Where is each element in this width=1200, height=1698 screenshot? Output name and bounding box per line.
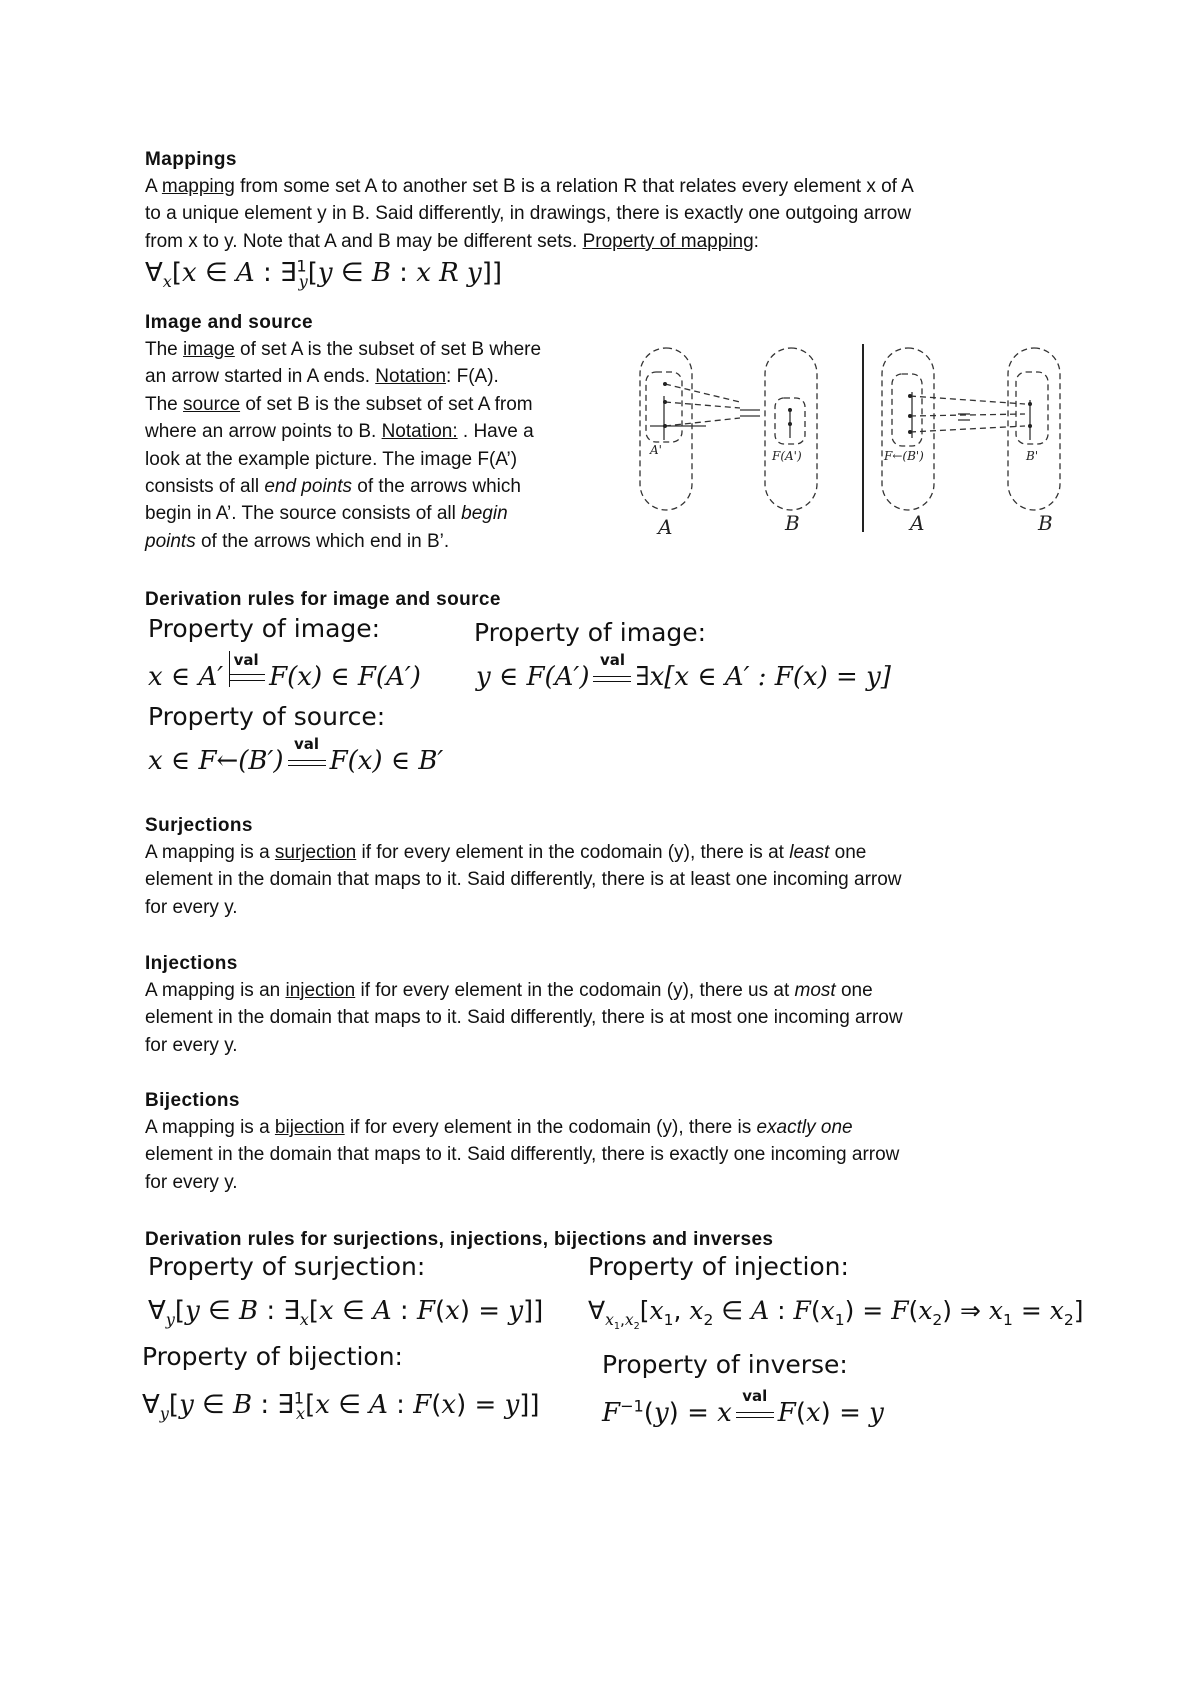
formula-image-2: [476, 650, 891, 692]
text: if for every element in the codomain (y), there is at: [356, 842, 790, 863]
label-b-prime: B': [1026, 449, 1039, 463]
property-image-title: Property of image:: [148, 614, 381, 643]
italic-term: begin: [461, 503, 508, 525]
heading-derivation-image-source: Derivation rules for image and source: [145, 589, 501, 610]
text: one: [829, 842, 867, 863]
subset-b-prime: [1016, 372, 1048, 444]
property-injection-title: Property of injection:: [588, 1252, 849, 1281]
label-set-a: A: [658, 515, 673, 539]
text: where an arrow points to B.: [145, 421, 382, 443]
formula-lhs: x ∈ A′: [148, 662, 224, 692]
label-image: F(A'): [772, 449, 802, 463]
label-set-b: B: [785, 511, 800, 535]
paragraph-line: [145, 336, 615, 363]
label-set-b: B: [1038, 511, 1053, 535]
paragraph-line: [145, 228, 1065, 255]
text: A: [145, 176, 162, 197]
text: begin in A’. The source consists of all: [145, 503, 462, 525]
formula-bijection: $\forall_y[y$ ∈ B : ∃$^1_x$[x ∈ A : F(x) = y]]: [142, 1388, 540, 1424]
text: one: [835, 980, 873, 1001]
val-turnstile: [227, 650, 265, 691]
text: from some set A to another set B is a relation R that relates every element x of A: [234, 176, 914, 197]
property-surjection-title: Property of surjection:: [148, 1252, 426, 1281]
subset-source: [892, 374, 922, 446]
section-surjections: [145, 812, 1065, 921]
section-mappings: [145, 146, 1065, 255]
underlined-term: mapping: [161, 176, 235, 197]
section-bijections: [145, 1087, 1065, 1196]
section-derivation-image-source: [145, 586, 1065, 613]
paragraph-line: for every y.: [145, 1034, 238, 1056]
text: A mapping is a: [145, 842, 275, 863]
formula-rhs: F(x) ∈ B′: [329, 746, 444, 776]
paragraph-line: for every y.: [145, 1171, 238, 1193]
section-derivation-mappings: [145, 1226, 1065, 1253]
text: of set A is the subset of set B where: [234, 339, 542, 360]
formula-lhs: x ∈ F←(B′): [148, 746, 284, 776]
paragraph-line: element in the domain that maps to it. Said differently, there is at least one incoming arrow: [145, 869, 902, 891]
text: :: [753, 230, 759, 252]
underlined-term: bijection: [274, 1117, 345, 1138]
property-image-title: Property of image:: [474, 618, 707, 647]
property-inverse-title: Property of inverse:: [602, 1350, 848, 1379]
heading-bijections: Bijections: [145, 1090, 240, 1111]
image-source-figure: [620, 340, 1090, 540]
property-source-title: Property of source:: [148, 702, 386, 731]
underlined-term: source: [183, 393, 241, 415]
paragraph-line: [145, 363, 615, 390]
paragraph-line: [145, 500, 615, 527]
underlined-term: Notation:: [381, 421, 458, 443]
text: The: [145, 339, 184, 360]
italic-term: end points: [264, 476, 353, 498]
paragraph-line: [145, 391, 615, 418]
set-b-oval: [1008, 348, 1060, 510]
text: : F(A).: [446, 366, 499, 388]
val-label: val: [294, 734, 320, 753]
val-label: val: [599, 650, 625, 669]
paragraph-line: [145, 1114, 1065, 1141]
text: an arrow started in A ends.: [145, 366, 376, 388]
paragraph-line: element in the domain that maps to it. Said differently, there is exactly one incoming arrow: [145, 1144, 900, 1166]
underlined-term: Property of mapping: [582, 230, 754, 252]
formula-inverse: $F^{-1}(y) = x$ val F(x) = y: [602, 1386, 884, 1428]
heading-surjections: Surjections: [145, 815, 253, 836]
formula-mapping: $\forall_x[x$ ∈ A : ∃$^1_y$[y ∈ B : x R y]]: [145, 256, 502, 292]
paragraph-line: look at the example picture. The image F(A’): [145, 448, 518, 470]
formula-image-1: [148, 650, 421, 692]
heading-image-source: Image and source: [145, 312, 313, 333]
paragraph-line: element in the domain that maps to it. Said differently, there is at most one incoming arrow: [145, 1007, 903, 1029]
underlined-term: Notation: [375, 366, 447, 388]
text: A mapping is an: [145, 980, 286, 1001]
set-b-oval: [765, 348, 817, 510]
label-source: F←(B'): [884, 449, 924, 463]
val-label: val: [233, 650, 259, 669]
formula-rhs: F(x) ∈ F(A′): [269, 662, 421, 692]
paragraph-line: for every y.: [145, 896, 238, 918]
paragraph-line: to a unique element y in B. Said differently, in drawings, there is exactly one outgoing arrow: [145, 203, 912, 225]
formula-surjection: $\forall_y[y$ ∈ B : $\exists_x[x$ ∈ A : F(x) = y]]: [148, 1296, 544, 1330]
italic-term: exactly one: [756, 1117, 853, 1138]
text: if for every element in the codomain (y), there is: [344, 1117, 757, 1138]
formula-source: [148, 734, 444, 776]
heading-injections: Injections: [145, 953, 238, 974]
heading-derivation-mappings: Derivation rules for surjections, injections, bijections and inverses: [145, 1229, 774, 1250]
heading-mappings: Mappings: [145, 149, 237, 170]
section-injections: [145, 950, 1065, 1059]
italic-term: points: [145, 530, 196, 552]
text: from x to y. Note that A and B may be different sets.: [145, 230, 583, 252]
paragraph-line: [145, 173, 1065, 200]
text: The: [145, 393, 184, 415]
text: consists of all: [145, 476, 265, 498]
formula-rhs: ∃x[x ∈ A′ : F(x) = y]: [635, 662, 891, 692]
underlined-term: injection: [285, 980, 356, 1001]
figure-divider: [862, 344, 864, 532]
val-equivalence: [593, 650, 631, 691]
property-bijection-title: Property of bijection:: [142, 1342, 403, 1371]
val-equivalence: [736, 1386, 774, 1427]
underlined-term: image: [183, 339, 235, 360]
val-equivalence: [288, 734, 326, 775]
paragraph-line: [145, 473, 615, 500]
text: of set B is the subset of set A from: [240, 393, 533, 415]
val-label: val: [742, 1386, 768, 1405]
paragraph-line: [145, 977, 1065, 1004]
italic-term: most: [794, 980, 836, 1001]
formula-lhs: y ∈ F(A′): [476, 662, 590, 692]
label-a-prime: A': [650, 443, 662, 457]
text: of the arrows which end in B’.: [195, 530, 450, 552]
section-image-source: [145, 309, 615, 555]
label-set-a: A: [910, 511, 925, 535]
text: if for every element in the codomain (y), there us at: [355, 980, 795, 1001]
set-a-oval: [882, 348, 934, 510]
formula-injection: $\forall_{x_1,x_2}[x_1$, $x_2$ ∈ A : $F(x_1) = F(x_2)$ ⇒ $x_1 = x_2$]: [588, 1296, 1084, 1333]
text: . Have a: [457, 421, 534, 443]
text: of the arrows which: [352, 476, 521, 498]
italic-term: least: [789, 842, 830, 863]
paragraph-line: [145, 528, 615, 555]
paragraph-line: [145, 839, 1065, 866]
paragraph-line: [145, 418, 615, 445]
text: A mapping is a: [145, 1117, 275, 1138]
underlined-term: surjection: [274, 842, 357, 863]
